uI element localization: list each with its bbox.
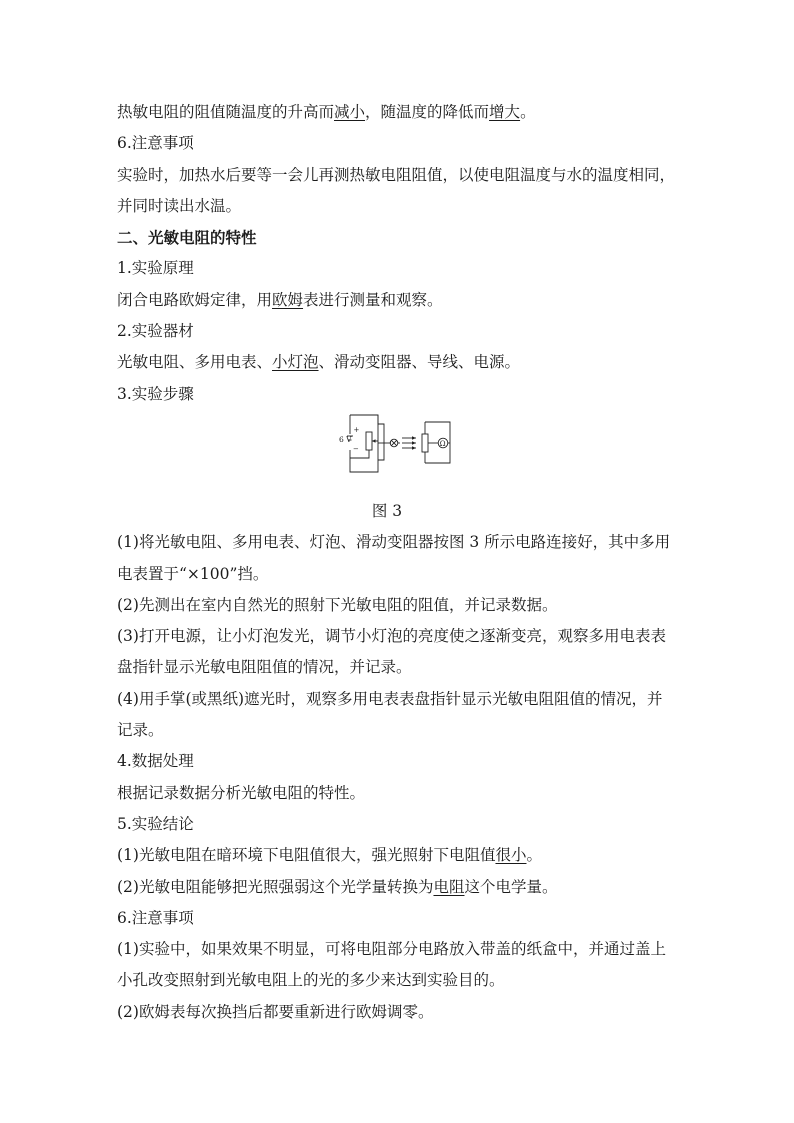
thermistor-conclusion: 热敏电阻的阻值随温度的升高而减小，随温度的降低而增大。 <box>117 103 536 121</box>
section-heading-principle: 1.实验原理 <box>117 259 194 278</box>
section-heading-notes-2: 6.注意事项 <box>117 908 194 927</box>
data-paragraph: 根据记录数据分析光敏电阻的特性。 <box>117 783 366 802</box>
section-heading-conclusion: 5.实验结论 <box>117 814 194 833</box>
part-heading-photoresistor: 二、光敏电阻的特性 <box>117 228 257 248</box>
battery-minus-label: − <box>353 444 359 453</box>
note-2-line: (2)欧姆表每次换挡后都要重新进行欧姆调零。 <box>117 1002 434 1021</box>
circuit-diagram <box>338 410 458 482</box>
step-1-line: (1)将光敏电阻、多用电表、灯泡、滑动变阻器按图 3 所示电路连接好，其中多用 <box>117 533 671 552</box>
notes-paragraph-line: 并同时读出水温。 <box>117 196 242 215</box>
conclusion-1: (1)光敏电阻在暗环境下电阻值很大，强光照射下电阻值很小。 <box>117 846 542 865</box>
note-1-line: (1)实验中，如果效果不明显，可将电阻部分电路放入带盖的纸盒中，并通过盖上 <box>117 940 666 959</box>
equipment-paragraph: 光敏电阻、多用电表、小灯泡、滑动变阻器、导线、电源。 <box>117 353 521 372</box>
section-heading-steps: 3.实验步骤 <box>117 384 194 403</box>
circuit-figure <box>117 410 687 496</box>
figure-caption: 图 3 <box>371 501 403 520</box>
section-heading-equipment: 2.实验器材 <box>117 322 194 341</box>
step-3-line: (3)打开电源，让小灯泡发光，调节小灯泡的亮度使之逐渐变亮，观察多用电表表 <box>117 627 666 646</box>
step-3-line: 盘指针显示光敏电阻阻值的情况，并记录。 <box>117 658 412 677</box>
ohmmeter-symbol: Ω <box>439 439 446 448</box>
conclusion-2: (2)光敏电阻能够把光照强弱这个光学量转换为电阻这个电学量。 <box>117 877 558 896</box>
step-1-line: 电表置于“×100”挡。 <box>117 564 269 583</box>
section-heading-notes: 6.注意事项 <box>117 134 194 153</box>
section-heading-data: 4.数据处理 <box>117 752 194 771</box>
principle-paragraph: 闭合电路欧姆定律，用欧姆表进行测量和观察。 <box>117 290 443 309</box>
note-1-line: 小孔改变照射到光敏电阻上的光的多少来达到实验目的。 <box>117 971 505 990</box>
notes-paragraph-line: 实验时，加热水后要等一会儿再测热敏电阻阻值，以使电阻温度与水的温度相同， <box>117 165 676 184</box>
battery-voltage-label: 6 V <box>339 434 352 444</box>
step-4-line: (4)用手掌(或黑纸)遮光时，观察多用电表表盘指针显示光敏电阻阻值的情况，并 <box>117 689 663 708</box>
step-4-line: 记录。 <box>117 721 164 740</box>
battery-plus-label: + <box>353 425 360 434</box>
document-page <box>117 97 687 1028</box>
step-2-line: (2)先测出在室内自然光的照射下光敏电阻的阻值，并记录数据。 <box>117 595 558 614</box>
